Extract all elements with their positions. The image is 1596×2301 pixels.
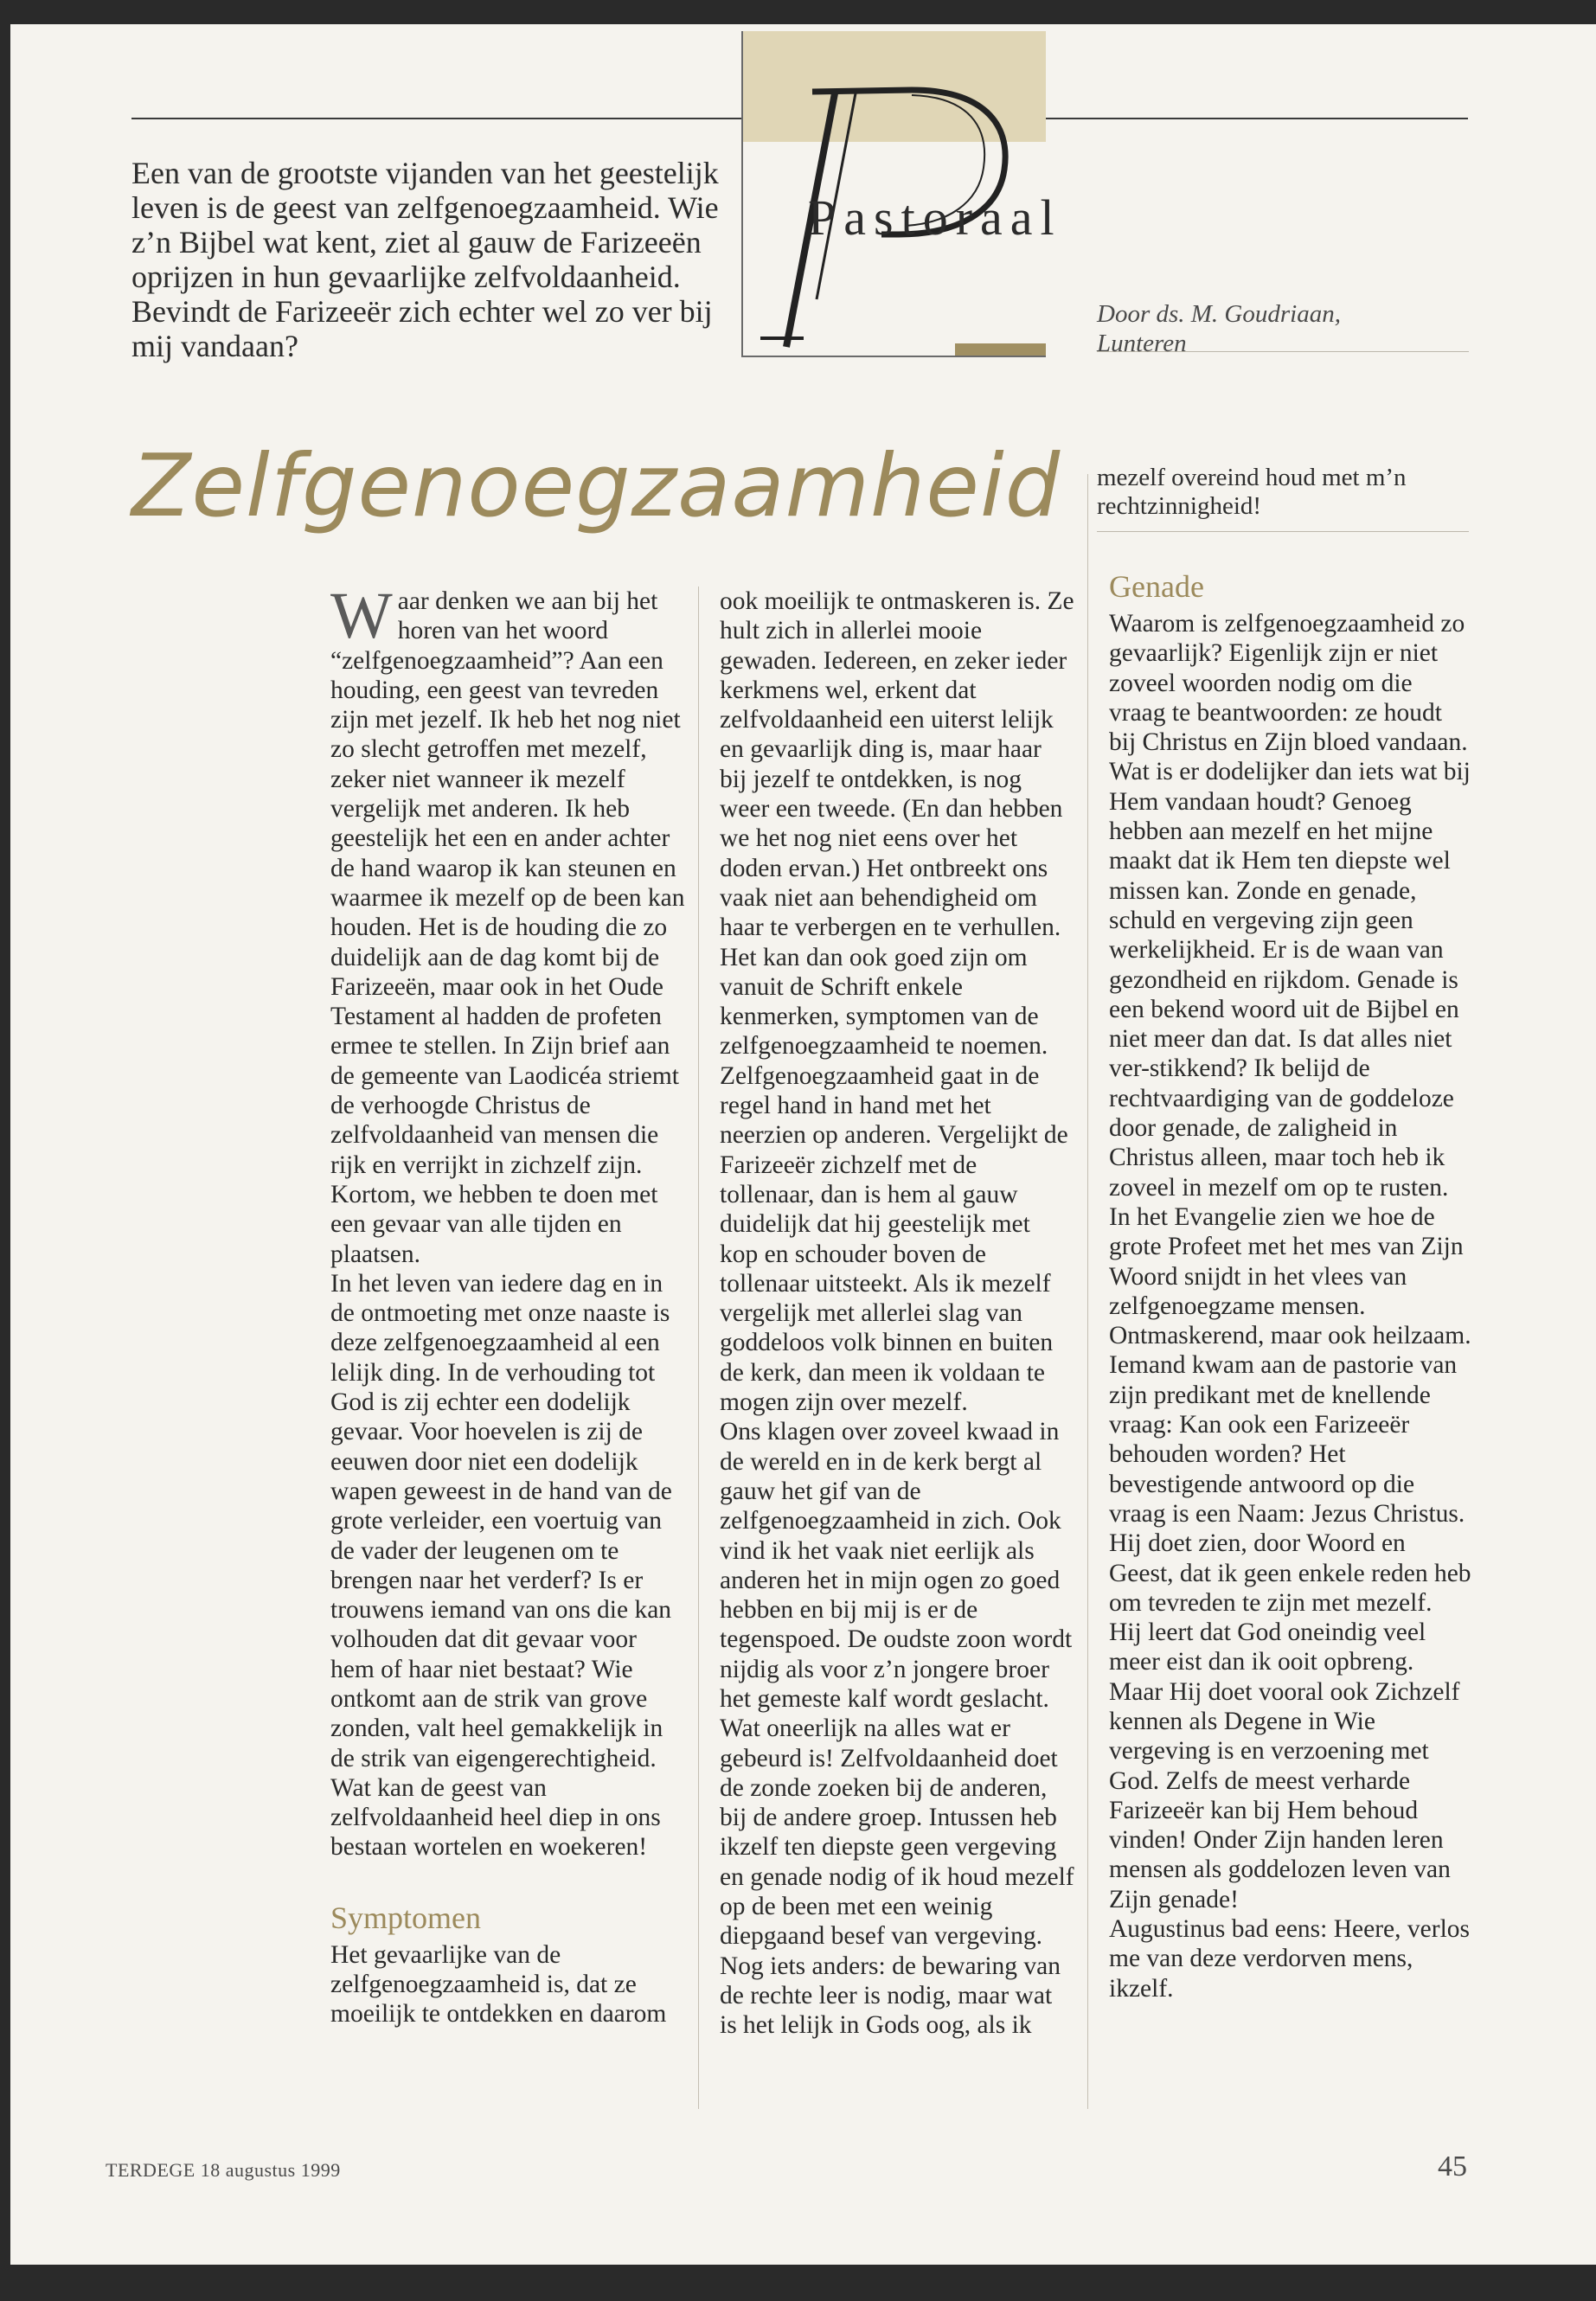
drop-cap: W — [330, 580, 393, 652]
article-column-2 — [720, 586, 1074, 2041]
byline-place: Lunteren — [1097, 330, 1187, 357]
paragraph: Het kan dan ook goed zijn om vanuit de Schrift enkele kenmerken, symptomen van de zelfgenoegzaamheid te noemen. Zelfgenoegzaamheid gaat in de regel hand in hand met het neerzien op anderen. Vergelijkt de Farizeeër zichzelf met de tollenaar, dan is hem al gauw duidelijk dat hij geestelijk met kop en schouder boven de tollenaar uitsteekt. Als ik mezelf vergelijk met allerlei slag van goddeloos volk binnen en buiten de kerk, dan meen ik voldaan te mogen zijn over mezelf. — [720, 943, 1068, 1417]
paragraph: In het leven van iedere dag en in de ontmoeting met onze naaste is deze zelfgenoegzaamheid al een lelijk ding. In de verhouding tot God is zij echter een dodelijk gevaar. Voor hoevelen is zij de eeuwen door niet een dodelijk wapen geweest in de hand van de grote verleider, een voertuig van de vader der leugenen om te brengen naar het verderf? Is er trouwens iemand van ons die kan volhouden dat dit gevaar voor hem of haar niet bestaat? Wie ontkomt aan de strik van grove zonden, valt heel gemakkelijk in de strik van eigengerechtigheid. Wat kan de geest van zelfvoldaanheid heel diep in ons bestaan wortelen en woekeren! — [330, 1269, 672, 1862]
section-heading-genade: Genade — [1109, 569, 1204, 604]
paragraph: Waar denken we aan bij het horen van het woord “zelfgenoegzaamheid”? Aan een houding, een geest van tevreden zijn met jezelf. Ik heb het nog niet zo slecht getroffen met mezelf, zeker niet wanneer ik mezelf vergelijk met anderen. Ik heb geestelijk het een en ander achter de hand waarop ik kan steunen en waarmee ik mezelf op de been kan houden. Het is de houding die zo duidelijk aan de dag komt bij de Farizeeën, maar ook in het Oude Testament al hadden de profeten ermee te stellen. In Zijn brief aan de gemeente van Laodicéa striemt de verhoogde Christus de zelfvoldaanheid van mensen die rijk en verrijkt in zichzelf zijn. Kortom, we hebben te doen met een gevaar van alle tijden en plaatsen. — [330, 580, 685, 1268]
page-number: 45 — [1438, 2150, 1467, 2182]
top-rule-right — [1044, 118, 1468, 119]
byline-author: Door ds. M. Goudriaan, — [1097, 300, 1341, 328]
paragraph: ook moeilijk te ontmaskeren is. Ze hult zich in allerlei mooie gewaden. Iedereen, en zeker ieder kerkmens wel, erkent dat zelfvoldaanheid een uiterst lelijk en gevaarlijk ding is, maar haar bij jezelf te ontdekken, is nog weer een tweede. (En dan hebben we het nog niet eens over het doden ervan.) Het ontbreekt ons vaak niet aan behendigheid om haar te verbergen en te verhullen. — [720, 587, 1074, 942]
rubric-initial: P — [808, 189, 844, 246]
paragraph: Het gevaarlijke van de zelfgenoegzaamheid is, dat ze moeilijk te ontdekken en daarom — [330, 1940, 667, 2029]
side-rule — [1097, 531, 1469, 532]
intro-text: Een van de grootste vijanden van het geestelijk leven is de geest van zelfgenoegzaamheid. Wie z’n Bijbel wat kent, ziet al gauw de Farizeeën oprijzen in hun gevaarlijke zelfvoldaanheid. Bevindt de Farizeeër zich echter wel zo ver bij mij vandaan? — [131, 156, 719, 363]
paragraph: In het Evangelie zien we hoe de grote Profeet met het mes van Zijn Woord snijdt in het vlees van zelfgenoegzame mensen. Ontmaskerend, maar ook heilzaam. Iemand kwam aan de pastorie van zijn predikant met de knellende vraag: Kan ook een Farizeeër behouden worden? Het bevestigende antwoord op die vraag is een Naam: Jezus Christus. Hij doet zien, door Woord en Geest, dat ik geen enkele reden heb om tevreden te zijn met mezelf. — [1109, 1202, 1471, 1617]
column-separator-2 — [1087, 474, 1088, 2109]
top-rule-left — [131, 118, 741, 119]
paragraph: Waarom is zelfgenoegzaamheid zo gevaarlijk? Eigenlijk zijn er niet zoveel woorden nodig om die vraag te beantwoorden: ze houdt bij Christus en Zijn bloed vandaan. Wat is er dodelijker dan iets wat bij Hem vandaan houdt? Genoeg hebben aan mezelf en het mijne maakt dat ik Hem ten diepste wel missen kan. Zonde en genade, schuld en vergeving zijn geen werkelijkheid. Er is de waan van gezondheid en rijkdom. Genade is een bekend woord uit de Bijbel en niet meer dan dat. Is dat alles niet ver-stikkend? Ik belijd de rechtvaardiging van de goddeloze door genade, de zaligheid in Christus alleen, maar toch heb ik zoveel in mezelf om op te rusten. — [1109, 610, 1471, 1202]
article-title: Zelfgenoegzaamheid — [131, 435, 1061, 536]
rubric-title — [808, 189, 1062, 247]
paragraph: Ons klagen over zoveel kwaad in de wereld en in de kerk bergt al gauw het gif van de zelfgenoegzaamheid in zich. Ook vind ik het vaak niet eerlijk als anderen het in mijn ogen zo goed hebben en bij mij is er de tegenspoed. De oudste zoon wordt nijdig als voor z’n jongere broer het gemeste kalf wordt geslacht. Wat oneerlijk na alles wat er gebeurd is! Zelfvoldaanheid doet de zonde zoeken bij de anderen, bij de andere groep. Intussen heb ikzelf ten diepste geen vergeving en genade nodig of ik houd mezelf op de been met een weinig diepgaand besef van vergeving. Nog iets anders: de bewaring van de rechte leer is nodig, maar wat is het lelijk in Gods oog, als ik — [720, 1418, 1074, 2040]
footer-publication: TERDEGE 18 augustus 1999 — [106, 2159, 341, 2181]
column-continuation: mezelf overeind houd met m’n rechtzinnigheid! — [1097, 464, 1407, 520]
byline — [1097, 299, 1503, 358]
magazine-page — [10, 24, 1596, 2265]
column-separator-1 — [698, 586, 699, 2109]
article-column-3 — [1109, 569, 1472, 2003]
rubric-word: astoraal — [843, 189, 1062, 246]
rubric-strip — [955, 343, 1046, 356]
paragraph: Augustinus bad eens: Heere, verlos me van deze verdorven mens, ikzelf. — [1109, 1915, 1470, 2003]
article-column-1 — [330, 580, 685, 2029]
section-heading-symptomen: Symptomen — [330, 1900, 482, 1935]
paragraph: Hij leert dat God oneindig veel meer eist dan ik ooit opbreng. Maar Hij doet vooral ook Zichzelf kennen als Degene in Wie vergeving is en verzoening met God. Zelfs de meest verharde Farizeeër kan bij Hem behoud vinden! Onder Zijn handen leren mensen als goddelozen leven van Zijn genade! — [1109, 1618, 1460, 1913]
